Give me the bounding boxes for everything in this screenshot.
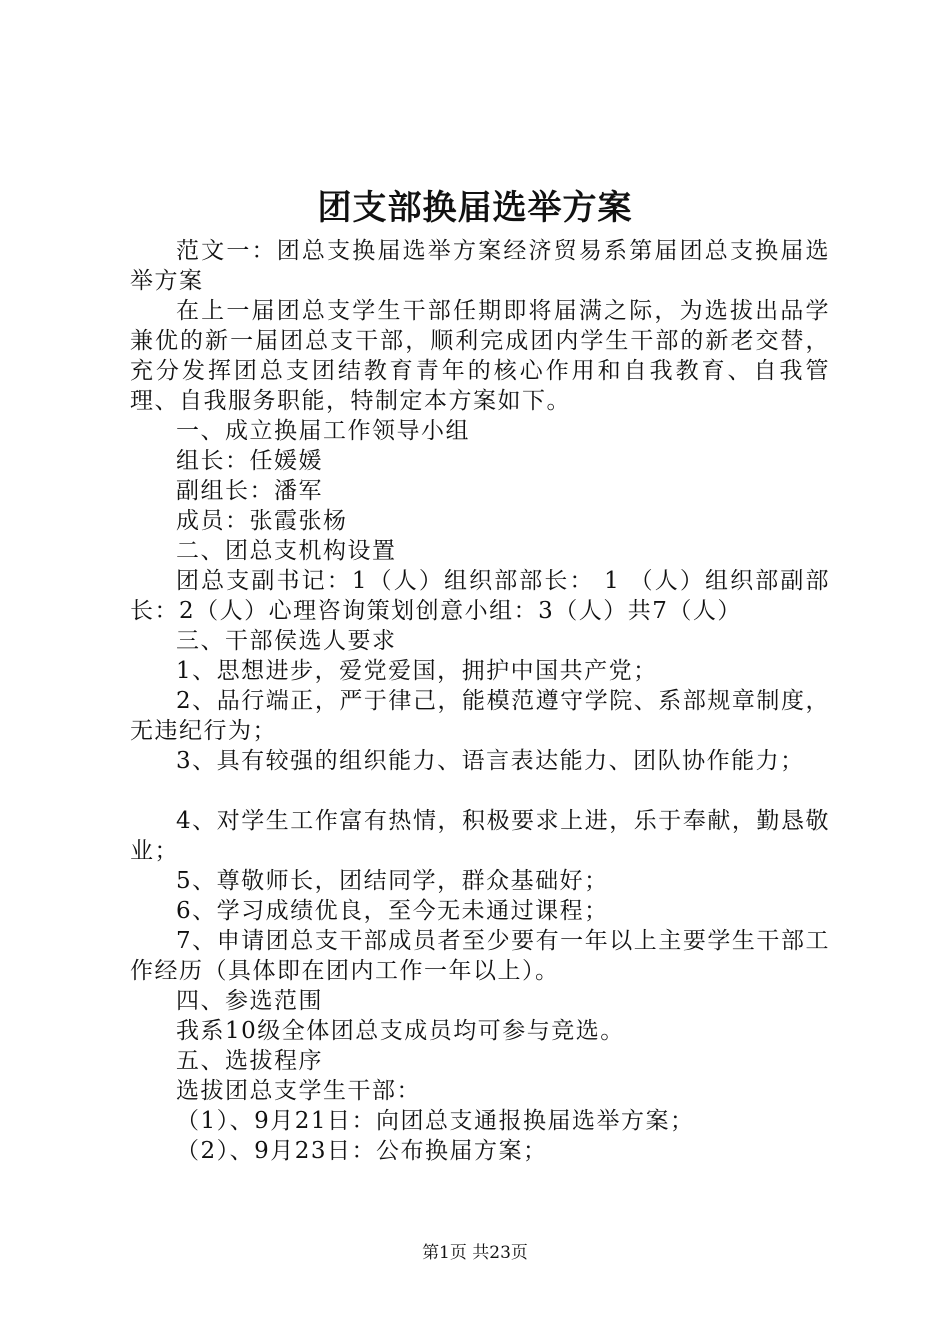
- requirement-4: 4、对学生工作富有热情，积极要求上进，乐于奉献，勤恳敬业；: [130, 808, 830, 864]
- procedure-step-1: （1）、9月21日：向团总支通报换届选举方案；: [176, 1108, 695, 1134]
- page-footer: 第1页 共23页: [422, 1243, 528, 1263]
- deputy-leader-line: 副组长：潘军: [176, 478, 323, 504]
- members-line: 成员：张霞张杨: [176, 508, 348, 534]
- section-heading-5: 五、选拔程序: [176, 1048, 323, 1074]
- requirement-2: 2、品行端正，严于律己，能模范遵守学院、系部规章制度，无违纪行为；: [130, 688, 830, 744]
- requirement-3: 3、具有较强的组织能力、语言表达能力、团队协作能力；: [176, 748, 805, 774]
- document-title: 团支部换届选举方案: [317, 188, 633, 228]
- selection-intro: 选拔团总支学生干部：: [176, 1078, 421, 1104]
- requirement-5: 5、尊敬师长，团结同学，群众基础好；: [176, 868, 609, 894]
- paragraph-purpose: 在上一届团总支学生干部任期即将届满之际，为选拔出品学兼优的新一届团总支干部，顺利完成团内学生干部的新老交替，充分发挥团总支团结教育青年的核心作用和自我教育、自我管理、自我服务职能，特制定本方案如下。: [130, 298, 830, 414]
- paragraph-intro: 范文一：团总支换届选举方案经济贸易系第届团总支换届选举方案: [130, 238, 830, 294]
- requirement-1: 1、思想进步，爱党爱国，拥护中国共产党；: [176, 658, 658, 684]
- document-body: [130, 236, 830, 1166]
- procedure-step-2: （2）、9月23日：公布换届方案；: [176, 1138, 548, 1164]
- blank-line: [130, 776, 830, 806]
- section-heading-1: 一、成立换届工作领导小组: [176, 418, 470, 444]
- section-heading-2: 二、团总支机构设置: [176, 538, 397, 564]
- structure-paragraph: 团总支副书记：1（人）组织部部长： 1 （人）组织部副部长：2（人）心理咨询策划创意小组：3（人）共7（人）: [130, 568, 830, 624]
- section-heading-4: 四、参选范围: [176, 988, 323, 1014]
- scope-paragraph: 我系10级全体团总支成员均可参与竞选。: [176, 1018, 625, 1044]
- requirement-6: 6、学习成绩优良，至今无未通过课程；: [176, 898, 609, 924]
- requirement-7: 7、申请团总支干部成员者至少要有一年以上主要学生干部工作经历（具体即在团内工作一年以上）。: [130, 928, 830, 984]
- section-heading-3: 三、干部侯选人要求: [176, 628, 397, 654]
- leader-line: 组长：任媛媛: [176, 448, 323, 474]
